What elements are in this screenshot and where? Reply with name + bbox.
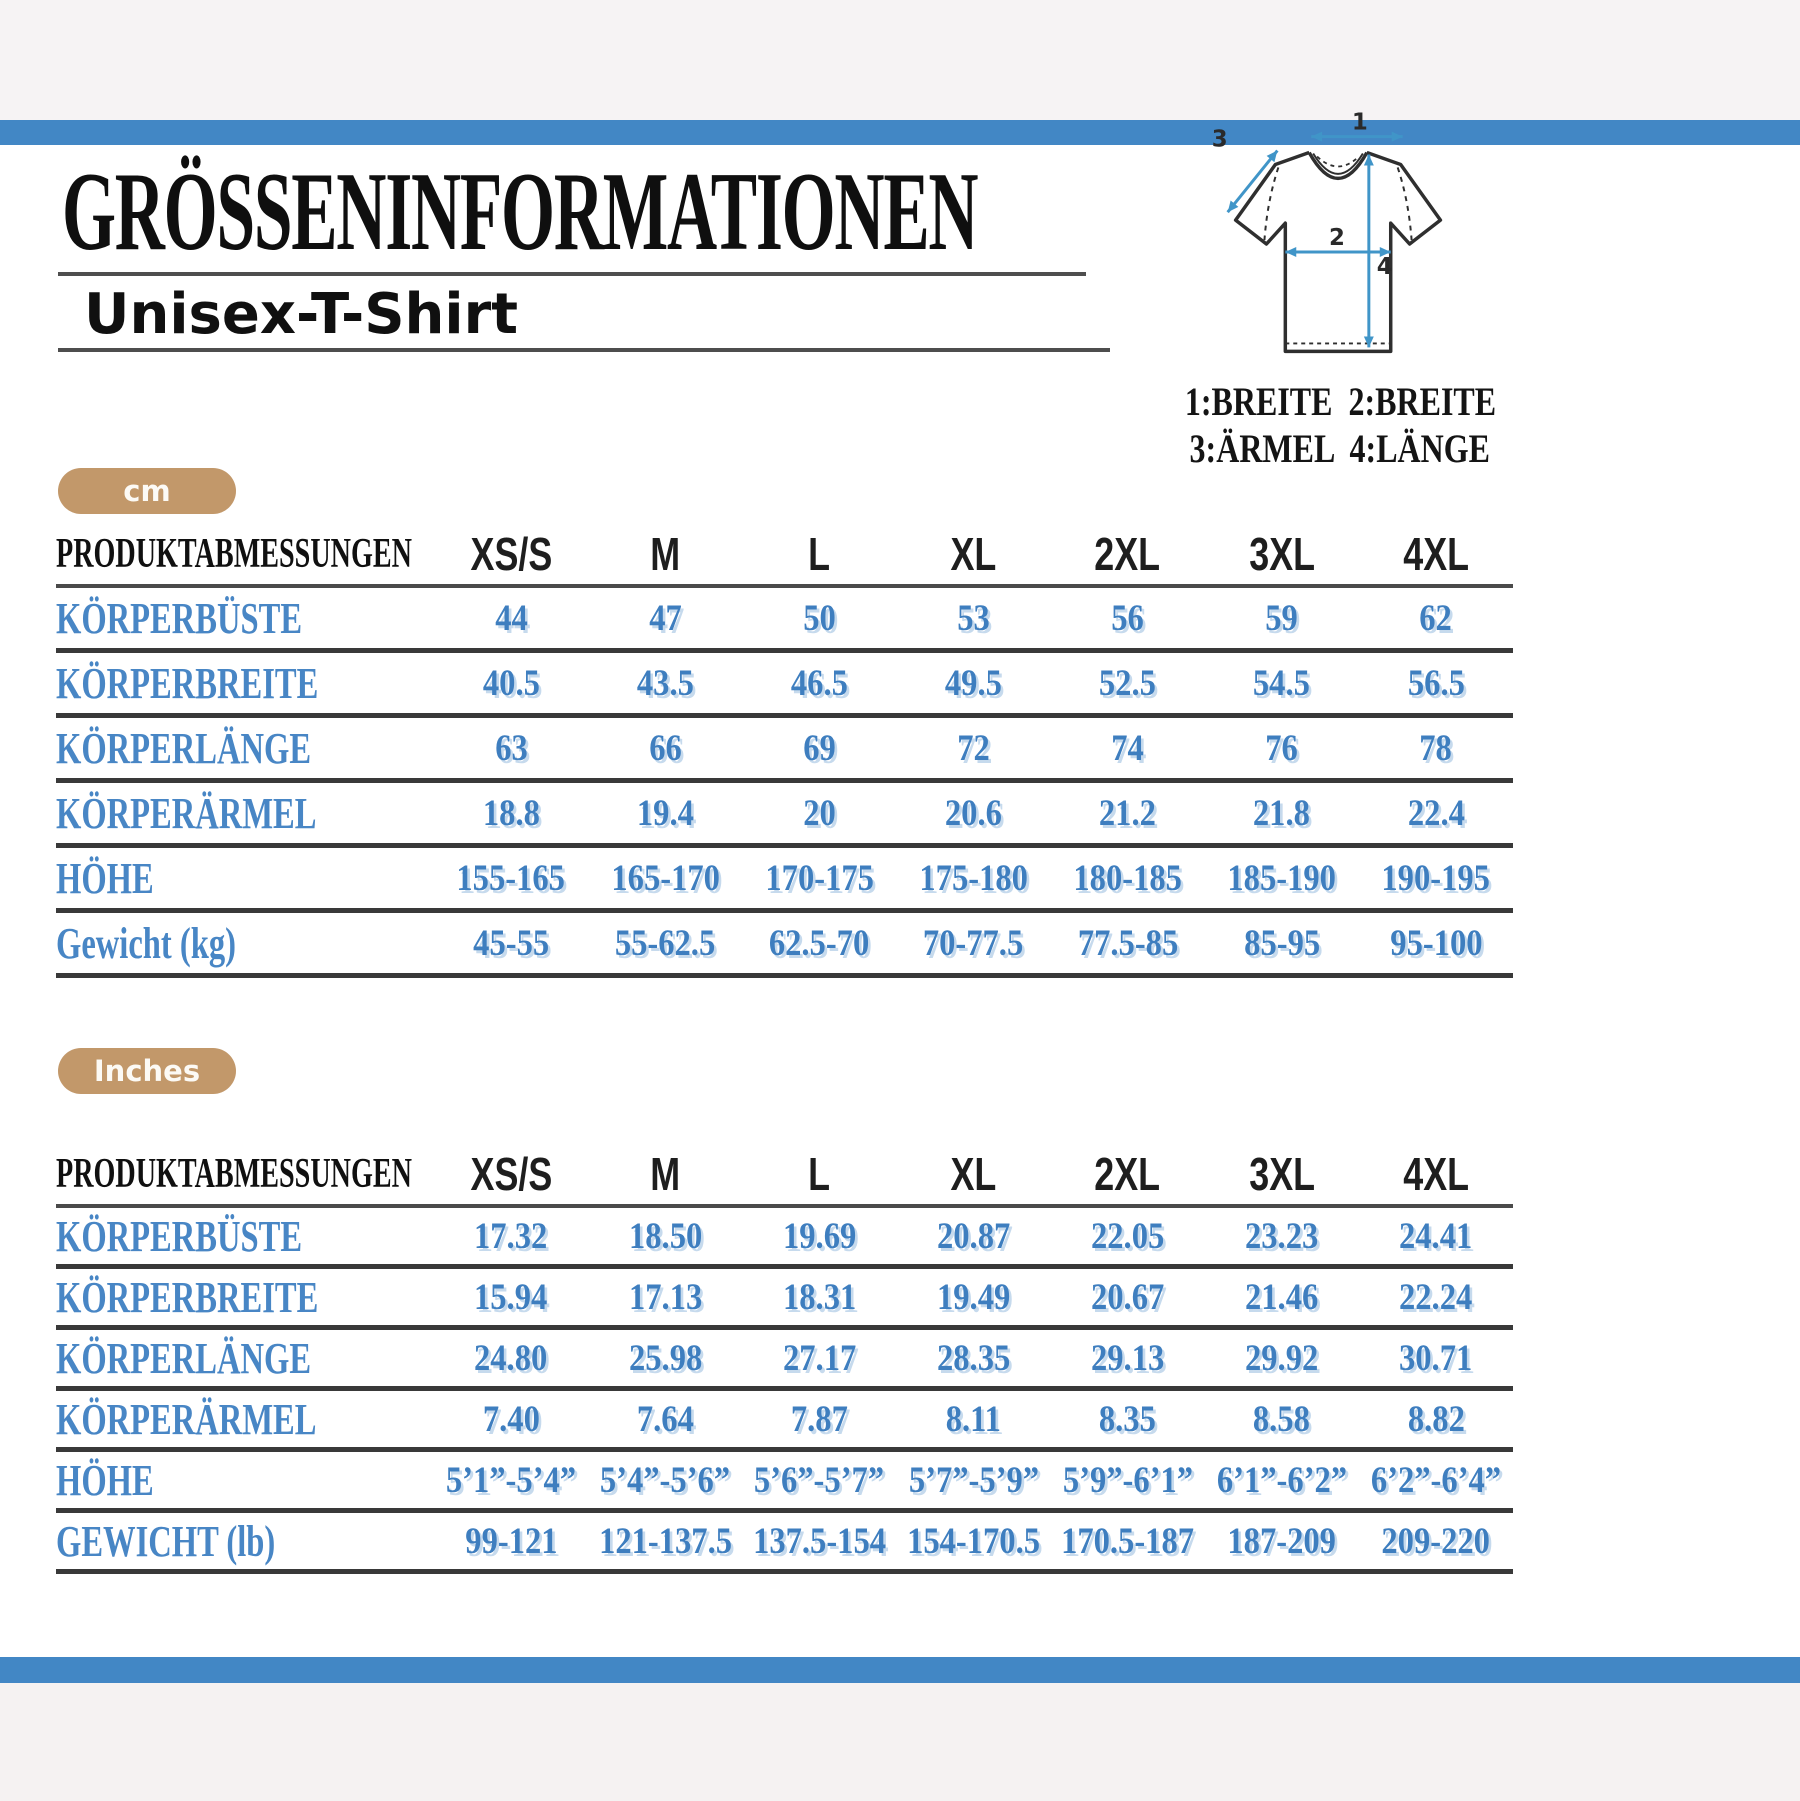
measurement-value-cell: 155-165 [434, 846, 588, 911]
measurement-value-cell: 5’4”-5’6” [588, 1450, 742, 1511]
unit-badge-inches[interactable]: Inches [58, 1048, 236, 1094]
product-subtitle: Unisex-T-Shirt [84, 282, 518, 347]
measurement-row [56, 1450, 1513, 1511]
measurement-value-cell: 170.5-187 [1051, 1511, 1205, 1572]
measurement-value-cell: 180-185 [1051, 846, 1205, 911]
measurement-row [56, 781, 1513, 846]
measurement-row [56, 1328, 1513, 1389]
subtitle-divider [58, 348, 1110, 352]
size-column-header: 2XL [1051, 524, 1205, 586]
measurement-value-cell: 62.5-70 [742, 911, 896, 976]
page-title-text: GRÖSSENINFORMATIONEN [62, 150, 978, 274]
measurement-value-cell: 19.49 [896, 1267, 1050, 1328]
top-background-band [0, 0, 1800, 120]
measurement-value-cell: 20.67 [1051, 1267, 1205, 1328]
measurement-value-cell: 44 [434, 586, 588, 651]
arrow-3-label: 3 [1211, 126, 1228, 153]
measurement-row-label: HÖHE [56, 846, 434, 911]
measurement-value-cell: 29.13 [1051, 1328, 1205, 1389]
measurement-value-cell: 190-195 [1359, 846, 1513, 911]
measurement-value-cell: 78 [1359, 716, 1513, 781]
measurement-row [56, 1267, 1513, 1328]
measurement-value-cell: 17.13 [588, 1267, 742, 1328]
measurement-value-cell: 77.5-85 [1051, 911, 1205, 976]
tshirt-measurement-diagram [1168, 112, 1516, 382]
measurement-value-cell: 20.87 [896, 1206, 1050, 1267]
measurement-value-cell: 23.23 [1205, 1206, 1359, 1267]
measurement-value-cell: 154-170.5 [896, 1511, 1050, 1572]
collar-stitching [1317, 157, 1359, 167]
measurement-row-label: KÖRPERBÜSTE [56, 1206, 434, 1267]
measurement-value-cell: 209-220 [1359, 1511, 1513, 1572]
size-table-cm [56, 524, 1513, 978]
measurement-row [56, 1389, 1513, 1450]
measurement-value-cell: 56.5 [1359, 651, 1513, 716]
size-column-header: L [742, 1144, 896, 1206]
measurement-value-cell: 8.82 [1359, 1389, 1513, 1450]
measurement-value-cell: 8.35 [1051, 1389, 1205, 1450]
measurement-value-cell: 121-137.5 [588, 1511, 742, 1572]
measurement-value-cell: 52.5 [1051, 651, 1205, 716]
size-column-header: XL [896, 1144, 1050, 1206]
measurement-row-label: KÖRPERBÜSTE [56, 586, 434, 651]
arrow-2-label: 2 [1329, 225, 1345, 252]
measurement-value-cell: 170-175 [742, 846, 896, 911]
measurement-value-cell: 175-180 [896, 846, 1050, 911]
measurement-value-cell: 25.98 [588, 1328, 742, 1389]
measurement-value-cell: 70-77.5 [896, 911, 1050, 976]
size-column-header: 2XL [1051, 1144, 1205, 1206]
measurement-value-cell: 76 [1205, 716, 1359, 781]
measurement-value-cell: 74 [1051, 716, 1205, 781]
measurement-row [56, 1206, 1513, 1267]
measurement-value-cell: 21.8 [1205, 781, 1359, 846]
measurement-value-cell: 46.5 [742, 651, 896, 716]
arrow-1-label: 1 [1351, 112, 1368, 136]
size-column-header: L [742, 524, 896, 586]
size-column-header: M [588, 1144, 742, 1206]
measurement-value-cell: 20 [742, 781, 896, 846]
top-accent-bar [0, 120, 1800, 145]
measurement-value-cell: 21.46 [1205, 1267, 1359, 1328]
measurement-value-cell: 43.5 [588, 651, 742, 716]
arrow-3-sleeve [1228, 151, 1278, 213]
measurement-value-cell: 7.87 [742, 1389, 896, 1450]
measurement-value-cell: 21.2 [1051, 781, 1205, 846]
measurement-row-label: KÖRPERÄRMEL [56, 1389, 434, 1450]
measurement-row-label: KÖRPERLÄNGE [56, 716, 434, 781]
size-column-header: 3XL [1205, 1144, 1359, 1206]
measurement-value-cell: 7.40 [434, 1389, 588, 1450]
measurement-value-cell: 45-55 [434, 911, 588, 976]
measurement-value-cell: 22.24 [1359, 1267, 1513, 1328]
arrow-1-head-right [1392, 132, 1403, 142]
arrow-1-head-left [1311, 132, 1322, 142]
measurement-value-cell: 5’6”-5’7” [742, 1450, 896, 1511]
measurement-value-cell: 17.32 [434, 1206, 588, 1267]
measurement-value-cell: 59 [1205, 586, 1359, 651]
measurement-value-cell: 6’2”-6’4” [1359, 1450, 1513, 1511]
measurement-value-cell: 5’9”-6’1” [1051, 1450, 1205, 1511]
measurement-value-cell: 7.64 [588, 1389, 742, 1450]
measurement-row [56, 651, 1513, 716]
measurement-row-label: KÖRPERÄRMEL [56, 781, 434, 846]
measurement-value-cell: 8.11 [896, 1389, 1050, 1450]
size-column-header: XS/S [434, 524, 588, 586]
measurement-row-label: KÖRPERLÄNGE [56, 1328, 434, 1389]
measurement-value-cell: 63 [434, 716, 588, 781]
size-column-header: XL [896, 524, 1050, 586]
measurement-row [56, 586, 1513, 651]
size-header-row [56, 1144, 1513, 1206]
measurement-value-cell: 99-121 [434, 1511, 588, 1572]
measurement-value-cell: 5’1”-5’4” [434, 1450, 588, 1511]
measurement-row [56, 1511, 1513, 1572]
measurement-value-cell: 30.71 [1359, 1328, 1513, 1389]
measurement-value-cell: 53 [896, 586, 1050, 651]
measurement-value-cell: 18.31 [742, 1267, 896, 1328]
diagram-legend [1140, 378, 1540, 472]
legend-line-2: 3:ÄRMEL 4:LÄNGE [1189, 426, 1491, 471]
arrow-4-head-bottom [1364, 336, 1374, 347]
measurement-value-cell: 6’1”-6’2” [1205, 1450, 1359, 1511]
measurement-row-label: KÖRPERBREITE [56, 651, 434, 716]
measurement-value-cell: 56 [1051, 586, 1205, 651]
measurement-value-cell: 62 [1359, 586, 1513, 651]
bottom-accent-bar [0, 1657, 1800, 1683]
measurement-value-cell: 50 [742, 586, 896, 651]
measurement-value-cell: 55-62.5 [588, 911, 742, 976]
measurement-value-cell: 137.5-154 [742, 1511, 896, 1572]
size-column-header: XS/S [434, 1144, 588, 1206]
measurement-value-cell: 22.05 [1051, 1206, 1205, 1267]
measurement-row-label: GEWICHT (lb) [56, 1511, 434, 1572]
bottom-background-band [0, 1683, 1800, 1801]
measurement-row [56, 846, 1513, 911]
legend-line-1: 1:BREITE 2:BREITE [1184, 379, 1496, 424]
measurement-row [56, 716, 1513, 781]
measurement-value-cell: 18.8 [434, 781, 588, 846]
measurement-row-label: HÖHE [56, 1450, 434, 1511]
measurement-value-cell: 24.41 [1359, 1206, 1513, 1267]
size-table-inches [56, 1144, 1513, 1574]
size-column-header: 4XL [1359, 1144, 1513, 1206]
arrow-4-label: 4 [1376, 253, 1393, 280]
measurement-value-cell: 8.58 [1205, 1389, 1359, 1450]
measurement-value-cell: 72 [896, 716, 1050, 781]
measurement-value-cell: 5’7”-5’9” [896, 1450, 1050, 1511]
title-divider [58, 272, 1086, 276]
table-header-label: PRODUKTABMESSUNGEN [56, 524, 434, 586]
measurement-value-cell: 27.17 [742, 1328, 896, 1389]
measurement-row-label: KÖRPERBREITE [56, 1267, 434, 1328]
measurement-value-cell: 49.5 [896, 651, 1050, 716]
measurement-value-cell: 15.94 [434, 1267, 588, 1328]
measurement-value-cell: 18.50 [588, 1206, 742, 1267]
measurement-row [56, 911, 1513, 976]
table-header-label: PRODUKTABMESSUNGEN [56, 1144, 434, 1206]
measurement-value-cell: 19.4 [588, 781, 742, 846]
measurement-value-cell: 85-95 [1205, 911, 1359, 976]
size-column-header: 4XL [1359, 524, 1513, 586]
measurement-value-cell: 69 [742, 716, 896, 781]
measurement-value-cell: 185-190 [1205, 846, 1359, 911]
unit-badge-cm[interactable]: cm [58, 468, 236, 514]
measurement-value-cell: 66 [588, 716, 742, 781]
measurement-value-cell: 165-170 [588, 846, 742, 911]
size-column-header: M [588, 524, 742, 586]
measurement-value-cell: 22.4 [1359, 781, 1513, 846]
measurement-row-label: Gewicht (kg) [56, 911, 434, 976]
size-header-row [56, 524, 1513, 586]
measurement-value-cell: 187-209 [1205, 1511, 1359, 1572]
measurement-value-cell: 20.6 [896, 781, 1050, 846]
measurement-value-cell: 95-100 [1359, 911, 1513, 976]
measurement-value-cell: 19.69 [742, 1206, 896, 1267]
measurement-value-cell: 24.80 [434, 1328, 588, 1389]
measurement-value-cell: 28.35 [896, 1328, 1050, 1389]
measurement-value-cell: 40.5 [434, 651, 588, 716]
measurement-value-cell: 54.5 [1205, 651, 1359, 716]
measurement-value-cell: 29.92 [1205, 1328, 1359, 1389]
size-column-header: 3XL [1205, 524, 1359, 586]
measurement-value-cell: 47 [588, 586, 742, 651]
